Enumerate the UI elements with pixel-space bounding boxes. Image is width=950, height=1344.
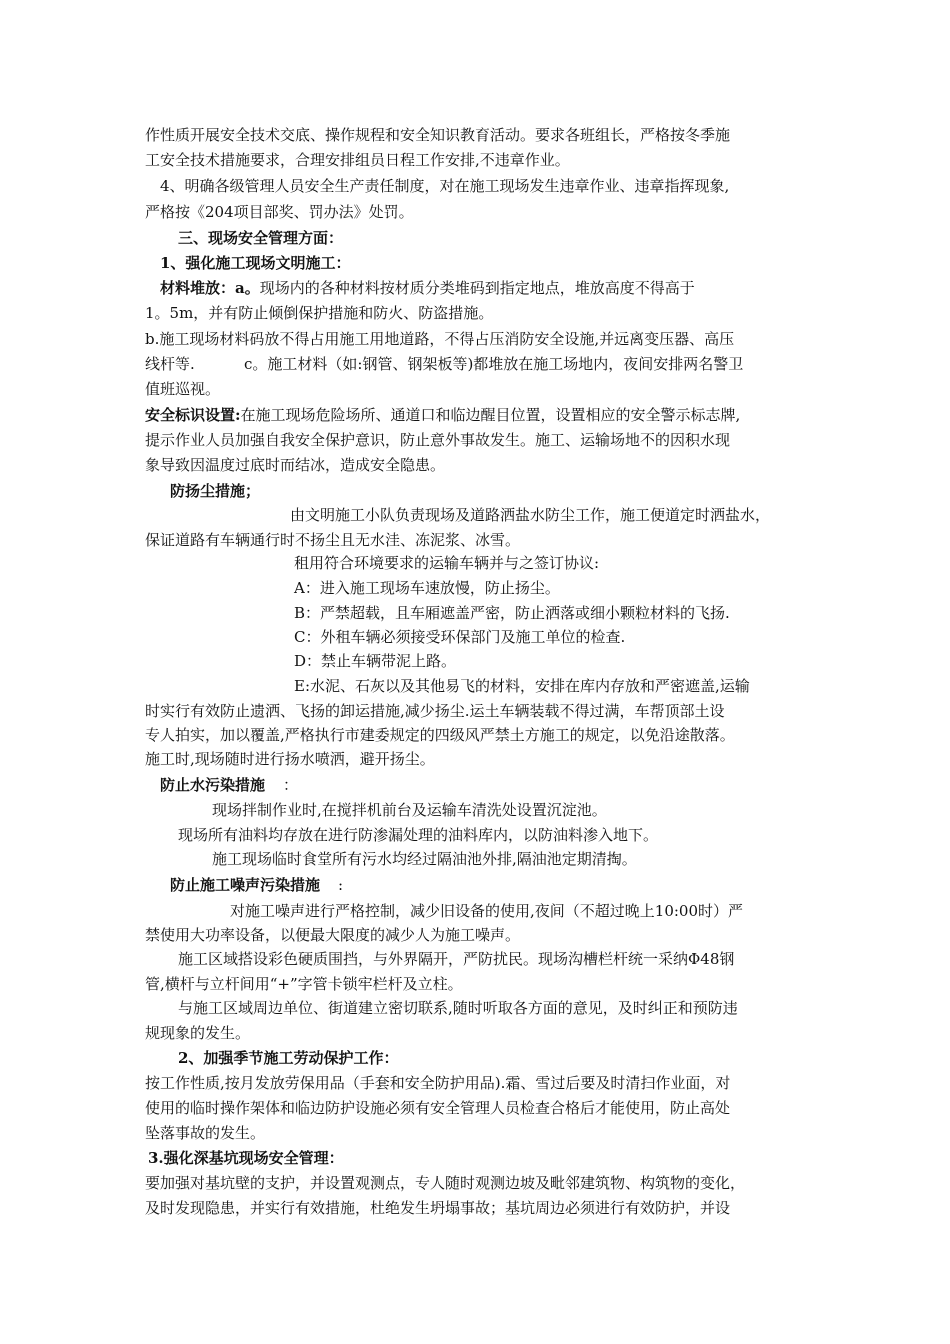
- text-line: [170, 874, 343, 896]
- text-line: b.施工现场材料码放不得占用施工用地道路，不得占压消防安全设施,并远离变压器、高压: [145, 330, 735, 348]
- list-item: C：外租车辆必须接受环保部门及施工单位的检查.: [294, 628, 626, 646]
- list-item: A：进入施工现场车速放慢，防止扬尘。: [294, 579, 560, 597]
- subsection-heading: 2、加强季节施工劳动保护工作：: [178, 1049, 399, 1067]
- text-line: 对施工噪声进行严格控制，减少旧设备的使用,夜间（不超过晚上10:00时）严: [230, 902, 743, 920]
- text-line: 时实行有效防止遗洒、飞扬的卸运措施,减少扬尘.运土车辆装载不得过满，车帮顶部土设: [145, 702, 725, 720]
- subsection-heading: 1、强化施工现场文明施工：: [160, 254, 351, 272]
- text-line: 管,横杆与立杆间用“+”字管卡锁牢栏杆及立柱。: [145, 975, 463, 993]
- text-line: 使用的临时操作架体和临边防护设施必须有安全管理人员检查合格后才能使用，防止高处: [145, 1099, 731, 1117]
- signage-label: 安全标识设置:: [145, 406, 241, 424]
- list-item: D：禁止车辆带泥上路。: [294, 652, 457, 670]
- text-line: 工安全技术措施要求，合理安排组员日程工作安排,不违章作业。: [145, 151, 570, 169]
- text-line: [160, 774, 298, 796]
- materials-label: 材料堆放：a。: [160, 279, 260, 297]
- text-line: 值班巡视。: [145, 380, 221, 398]
- materials-text: 现场内的各种材料按材质分类堆码到指定地点，堆放高度不得高于: [259, 279, 695, 297]
- text-line: 规现象的发生。: [145, 1024, 251, 1042]
- text-line: 与施工区域周边单位、街道建立密切联系,随时听取各方面的意见，及时纠正和预防违: [178, 999, 738, 1017]
- text-line: 施工现场临时食堂所有污水均经过隔油池外排,隔油池定期清掏。: [212, 850, 637, 868]
- text-line: 现场拌制作业时,在搅拌机前台及运输车清洗处设置沉淀池。: [212, 801, 607, 819]
- section-heading: 三、现场安全管理方面：: [178, 229, 344, 247]
- text-line: 严格按《204项目部奖、罚办法》处罚。: [145, 203, 414, 221]
- text-line: 提示作业人员加强自我安全保护意识，防止意外事故发生。施工、运输场地不的因积水现: [145, 431, 731, 449]
- text-line: 要加强对基坑壁的支护，并设置观测点，专人随时观测边坡及毗邻建筑物、构筑物的变化，: [145, 1174, 746, 1192]
- noise-heading: 防止施工噪声污染措施: [170, 876, 321, 894]
- dust-heading: 防扬尘措施；: [170, 482, 261, 500]
- text-line: 坠落事故的发生。: [145, 1124, 266, 1142]
- signage-text: 在施工现场危险场所、通道口和临边醒目位置，设置相应的安全警示标志牌,: [240, 406, 741, 424]
- text-line: 1。5m，并有防止倾倒保护措施和防火、防盗措施。: [145, 304, 494, 322]
- text-line: 按工作性质,按月发放劳保用品（手套和安全防护用品).霜、雪过后要及时清扫作业面，对: [145, 1074, 731, 1092]
- text-line: 专人拍实，加以覆盖,严格执行市建委规定的四级风严禁土方施工的规定，以免沿途散落。: [145, 726, 735, 744]
- list-item: B：严禁超载，且车厢遮盖严密，防止洒落或细小颗粒材料的飞扬.: [294, 604, 730, 622]
- water-heading: 防止水污染措施: [160, 776, 266, 794]
- list-item: E:水泥、石灰以及其他易飞的材料，安排在库内存放和严密遮盖,运输: [294, 677, 750, 695]
- noise-colon: :: [338, 876, 344, 894]
- text-line: [145, 404, 740, 426]
- text-line: 象导致因温度过底时而结冰，造成安全隐患。: [145, 456, 446, 474]
- text-line: 租用符合环境要求的运输车辆并与之签订协议:: [294, 554, 600, 572]
- text-line: 保证道路有车辆通行时不扬尘且无水洼、冻泥浆、冰雪。: [145, 531, 521, 549]
- text-line: 及时发现隐患，并实行有效措施，杜绝发生坍塌事故；基坑周边必须进行有效防护，并设: [145, 1199, 731, 1217]
- text-line: 由文明施工小队负责现场及道路洒盐水防尘工作，施工便道定时洒盐水，: [290, 506, 771, 524]
- text-line: 4、明确各级管理人员安全生产责任制度，对在施工现场发生违章作业、违章指挥现象,: [160, 177, 730, 195]
- text-line: [160, 277, 695, 299]
- subsection-heading: 3.强化深基坑现场安全管理：: [148, 1149, 344, 1167]
- water-colon: ：: [283, 776, 299, 794]
- text-line: 线杆等.: [145, 355, 195, 373]
- text-line: 施工时,现场随时进行扬水喷洒，避开扬尘。: [145, 750, 435, 768]
- text-line: 禁使用大功率设备，以便最大限度的减少人为施工噪声。: [145, 926, 521, 944]
- text-line: c。施工材料（如:钢管、钢架板等)都堆放在施工场地内，夜间安排两名警卫: [244, 355, 744, 373]
- text-line: 现场所有油料均存放在进行防渗漏处理的油料库内，以防油料渗入地下。: [178, 826, 659, 844]
- text-line: 作性质开展安全技术交底、操作规程和安全知识教育活动。要求各班组长，严格按冬季施: [145, 126, 731, 144]
- text-line: 施工区域搭设彩色硬质围挡，与外界隔开，严防扰民。现场沟槽栏杆统一采纳Φ48钢: [178, 950, 735, 968]
